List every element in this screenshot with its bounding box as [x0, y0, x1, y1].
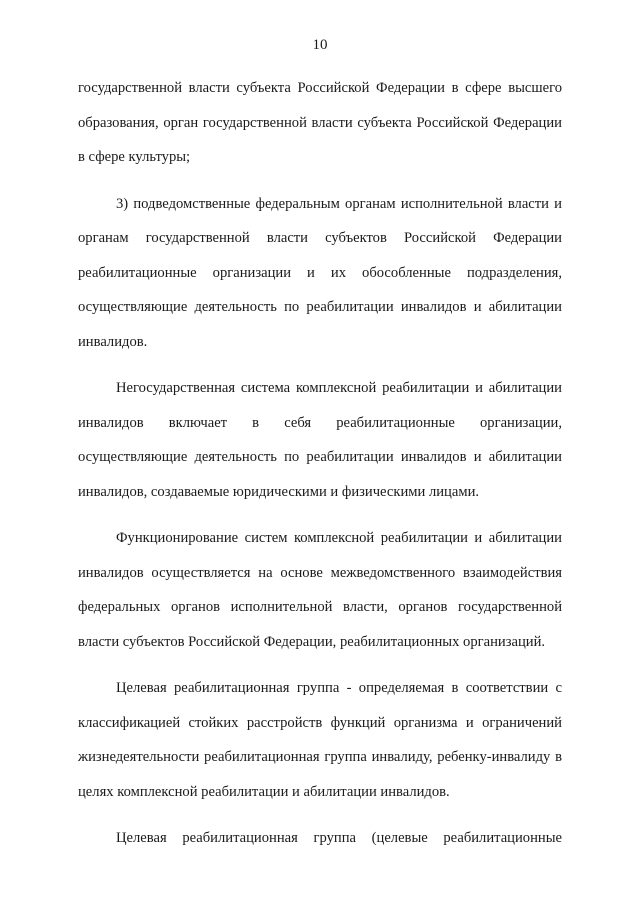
document-body — [78, 71, 562, 868]
page-number: 10 — [312, 37, 328, 53]
paragraph-3: Негосударственная система комплексной реабилитации и абилитации инвалидов включает в себя реабилитационные организации, осуществляющие деятельность по реабилитации инвалидов и абилитации инвалидов, создаваемые юридическими и физическими лицами. — [78, 380, 562, 500]
paragraph-5: Целевая реабилитационная группа - определяемая в соответствии с классификацией стойких расстройств функций организма и ограничений жизнедеятельности реабилитационная группа инвалиду, ребенку-инвалиду в целях комплексной реабилитации и абилитации инвалидов. — [78, 680, 562, 800]
paragraph-2: 3) подведомственные федеральным органам исполнительной власти и органам государственной власти субъектов Российской Федерации реабилитационные организации и их обособленные подразделения, осуществляющие деятельность по реабилитации инвалидов и абилитации инвалидов. — [78, 195, 562, 350]
paragraph-6: Целевая реабилитационная группа (целевые реабилитационные — [116, 830, 562, 846]
paragraph-4: Функционирование систем комплексной реабилитации и абилитации инвалидов осуществляется на основе межведомственного взаимодействия федеральных органов исполнительной власти, органов государственной власти субъектов Российской Федерации, реабилитационных организаций. — [78, 530, 562, 650]
paragraph-1: государственной власти субъекта Российской Федерации в сфере высшего образования, орган государственной власти субъекта Российской Федерации в сфере культуры; — [78, 80, 562, 165]
